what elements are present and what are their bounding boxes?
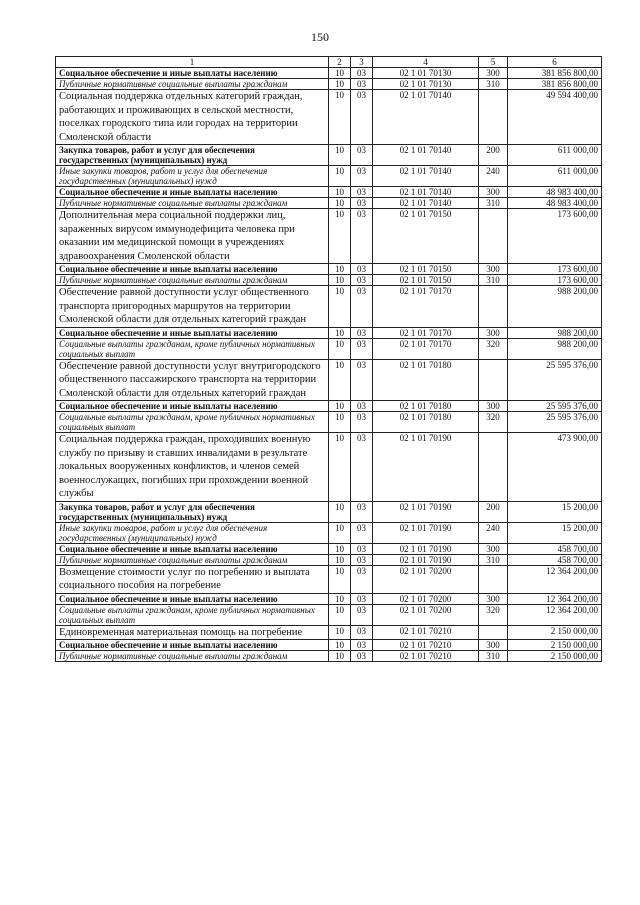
- row-name-cell: Социальные выплаты гражданам, кроме публичных нормативных социальных выплат: [56, 338, 329, 359]
- amount-cell: 173 600,00: [508, 264, 602, 275]
- target-code-cell: 02 1 01 70140: [373, 166, 479, 187]
- subsection-cell: 03: [351, 187, 373, 198]
- target-code-cell: 02 1 01 70180: [373, 359, 479, 401]
- target-code-cell: 02 1 01 70140: [373, 145, 479, 166]
- column-number-row: [56, 57, 602, 68]
- row-name-cell: Закупка товаров, работ и услуг для обеспечения государственных (муниципальных) нужд: [56, 145, 329, 166]
- expense-type-cell: 240: [479, 166, 508, 187]
- row-name-cell: Дополнительная мера социальной поддержки лиц, зараженных вирусом иммунодефицита человека при оказании им медицинской помощи в учреждениях здравоохранения Смоленской области: [56, 209, 329, 264]
- row-name-cell: Социальная поддержка граждан, проходивших военную службу по призыву и ставших инвалидами в результате локальных вооруженных конфликтов, и членов семей военнослужащих, погибших при прохождении военной службы: [56, 433, 329, 502]
- amount-cell: 458 700,00: [508, 543, 602, 554]
- row-name-cell: Публичные нормативные социальные выплаты гражданам: [56, 198, 329, 209]
- budget-table: [55, 56, 602, 662]
- target-code-cell: 02 1 01 70140: [373, 90, 479, 145]
- target-code-cell: 02 1 01 70200: [373, 593, 479, 604]
- subsection-cell: 03: [351, 625, 373, 640]
- table-row: [56, 359, 602, 401]
- section-cell: 10: [329, 327, 351, 338]
- expense-type-cell: 300: [479, 327, 508, 338]
- row-name-cell: Социальное обеспечение и иные выплаты населению: [56, 593, 329, 604]
- amount-cell: 2 150 000,00: [508, 640, 602, 651]
- expense-type-cell: [479, 90, 508, 145]
- section-cell: 10: [329, 79, 351, 90]
- row-name-cell: Социальное обеспечение и иные выплаты населению: [56, 68, 329, 79]
- column-header: 5: [479, 57, 508, 68]
- expense-type-cell: 300: [479, 401, 508, 412]
- target-code-cell: 02 1 01 70190: [373, 522, 479, 543]
- target-code-cell: 02 1 01 70190: [373, 543, 479, 554]
- table-row: [56, 554, 602, 565]
- section-cell: 10: [329, 543, 351, 554]
- column-header: 2: [329, 57, 351, 68]
- section-cell: 10: [329, 625, 351, 640]
- subsection-cell: 03: [351, 401, 373, 412]
- row-name-cell: Социальные выплаты гражданам, кроме публичных нормативных социальных выплат: [56, 412, 329, 433]
- expense-type-cell: [479, 625, 508, 640]
- amount-cell: 25 595 376,00: [508, 412, 602, 433]
- column-header: 4: [373, 57, 479, 68]
- table-row: [56, 543, 602, 554]
- table-row: [56, 401, 602, 412]
- expense-type-cell: 300: [479, 264, 508, 275]
- target-code-cell: 02 1 01 70200: [373, 604, 479, 625]
- target-code-cell: 02 1 01 70180: [373, 401, 479, 412]
- subsection-cell: 03: [351, 209, 373, 264]
- target-code-cell: 02 1 01 70210: [373, 625, 479, 640]
- subsection-cell: 03: [351, 68, 373, 79]
- section-cell: 10: [329, 604, 351, 625]
- subsection-cell: 03: [351, 198, 373, 209]
- column-header: 1: [56, 57, 329, 68]
- section-cell: 10: [329, 68, 351, 79]
- expense-type-cell: 310: [479, 275, 508, 286]
- subsection-cell: 03: [351, 286, 373, 328]
- subsection-cell: 03: [351, 166, 373, 187]
- row-name-cell: Возмещение стоимости услуг по погребению и выплата социального пособия на погребение: [56, 565, 329, 593]
- row-name-cell: Публичные нормативные социальные выплаты гражданам: [56, 275, 329, 286]
- table-row: [56, 412, 602, 433]
- subsection-cell: 03: [351, 327, 373, 338]
- amount-cell: 381 856 800,00: [508, 79, 602, 90]
- amount-cell: 2 150 000,00: [508, 651, 602, 662]
- subsection-cell: 03: [351, 522, 373, 543]
- section-cell: 10: [329, 198, 351, 209]
- subsection-cell: 03: [351, 264, 373, 275]
- row-name-cell: Социальное обеспечение и иные выплаты населению: [56, 401, 329, 412]
- expense-type-cell: [479, 433, 508, 502]
- table-row: [56, 327, 602, 338]
- table-row: [56, 187, 602, 198]
- subsection-cell: 03: [351, 359, 373, 401]
- table-row: [56, 640, 602, 651]
- row-name-cell: Иные закупки товаров, работ и услуг для обеспечения государственных (муниципальных) нужд: [56, 522, 329, 543]
- table-row: [56, 145, 602, 166]
- amount-cell: 48 983 400,00: [508, 187, 602, 198]
- target-code-cell: 02 1 01 70140: [373, 187, 479, 198]
- row-name-cell: Иные закупки товаров, работ и услуг для обеспечения государственных (муниципальных) нужд: [56, 166, 329, 187]
- table-row: [56, 275, 602, 286]
- row-name-cell: Социальное обеспечение и иные выплаты населению: [56, 543, 329, 554]
- amount-cell: 988 200,00: [508, 327, 602, 338]
- target-code-cell: 02 1 01 70190: [373, 433, 479, 502]
- target-code-cell: 02 1 01 70190: [373, 554, 479, 565]
- section-cell: 10: [329, 338, 351, 359]
- expense-type-cell: [479, 565, 508, 593]
- section-cell: 10: [329, 640, 351, 651]
- expense-type-cell: 310: [479, 79, 508, 90]
- section-cell: 10: [329, 433, 351, 502]
- subsection-cell: 03: [351, 501, 373, 522]
- amount-cell: 988 200,00: [508, 338, 602, 359]
- row-name-cell: Социальное обеспечение и иные выплаты населению: [56, 264, 329, 275]
- table-body: [56, 57, 602, 662]
- table-row: [56, 209, 602, 264]
- section-cell: 10: [329, 187, 351, 198]
- expense-type-cell: [479, 359, 508, 401]
- expense-type-cell: [479, 209, 508, 264]
- subsection-cell: 03: [351, 412, 373, 433]
- table-row: [56, 565, 602, 593]
- expense-type-cell: 320: [479, 412, 508, 433]
- section-cell: 10: [329, 359, 351, 401]
- section-cell: 10: [329, 145, 351, 166]
- section-cell: 10: [329, 412, 351, 433]
- amount-cell: 12 364 200,00: [508, 593, 602, 604]
- table-row: [56, 68, 602, 79]
- section-cell: 10: [329, 275, 351, 286]
- section-cell: 10: [329, 593, 351, 604]
- target-code-cell: 02 1 01 70210: [373, 640, 479, 651]
- amount-cell: 15 200,00: [508, 522, 602, 543]
- table-row: [56, 90, 602, 145]
- row-name-cell: Обеспечение равной доступности услуг внутригородского общественного пассажирского транспорта на территории Смоленской области для отдельных категорий граждан: [56, 359, 329, 401]
- expense-type-cell: 310: [479, 651, 508, 662]
- expense-type-cell: 300: [479, 187, 508, 198]
- row-name-cell: Социальное обеспечение и иные выплаты населению: [56, 640, 329, 651]
- subsection-cell: 03: [351, 651, 373, 662]
- table-row: [56, 198, 602, 209]
- subsection-cell: 03: [351, 433, 373, 502]
- expense-type-cell: 310: [479, 554, 508, 565]
- expense-type-cell: 320: [479, 604, 508, 625]
- section-cell: 10: [329, 90, 351, 145]
- amount-cell: 2 150 000,00: [508, 625, 602, 640]
- amount-cell: 458 700,00: [508, 554, 602, 565]
- section-cell: 10: [329, 501, 351, 522]
- subsection-cell: 03: [351, 604, 373, 625]
- section-cell: 10: [329, 286, 351, 328]
- section-cell: 10: [329, 264, 351, 275]
- section-cell: 10: [329, 209, 351, 264]
- expense-type-cell: [479, 286, 508, 328]
- expense-type-cell: 300: [479, 593, 508, 604]
- table-row: [56, 604, 602, 625]
- target-code-cell: 02 1 01 70130: [373, 68, 479, 79]
- page-number: 150: [311, 30, 329, 44]
- target-code-cell: 02 1 01 70210: [373, 651, 479, 662]
- column-header: 6: [508, 57, 602, 68]
- row-name-cell: Социальное обеспечение и иные выплаты населению: [56, 327, 329, 338]
- row-name-cell: Закупка товаров, работ и услуг для обеспечения государственных (муниципальных) нужд: [56, 501, 329, 522]
- amount-cell: 611 000,00: [508, 166, 602, 187]
- subsection-cell: 03: [351, 640, 373, 651]
- target-code-cell: 02 1 01 70170: [373, 338, 479, 359]
- expense-type-cell: 300: [479, 543, 508, 554]
- target-code-cell: 02 1 01 70150: [373, 264, 479, 275]
- amount-cell: 173 600,00: [508, 275, 602, 286]
- table-row: [56, 338, 602, 359]
- section-cell: 10: [329, 522, 351, 543]
- table-row: [56, 522, 602, 543]
- amount-cell: 25 595 376,00: [508, 401, 602, 412]
- table-row: [56, 433, 602, 502]
- table-row: [56, 264, 602, 275]
- subsection-cell: 03: [351, 593, 373, 604]
- subsection-cell: 03: [351, 275, 373, 286]
- column-header: 3: [351, 57, 373, 68]
- target-code-cell: 02 1 01 70170: [373, 327, 479, 338]
- amount-cell: 48 983 400,00: [508, 198, 602, 209]
- table-row: [56, 625, 602, 640]
- target-code-cell: 02 1 01 70130: [373, 79, 479, 90]
- row-name-cell: Единовременная материальная помощь на погребение: [56, 625, 329, 640]
- target-code-cell: 02 1 01 70170: [373, 286, 479, 328]
- target-code-cell: 02 1 01 70150: [373, 275, 479, 286]
- expense-type-cell: 240: [479, 522, 508, 543]
- row-name-cell: Социальное обеспечение и иные выплаты населению: [56, 187, 329, 198]
- table-row: [56, 651, 602, 662]
- amount-cell: 12 364 200,00: [508, 565, 602, 593]
- table-row: [56, 501, 602, 522]
- subsection-cell: 03: [351, 79, 373, 90]
- amount-cell: 25 595 376,00: [508, 359, 602, 401]
- row-name-cell: Обеспечение равной доступности услуг общественного транспорта пригородных маршрутов на территории Смоленской области для отдельных категорий граждан: [56, 286, 329, 328]
- subsection-cell: 03: [351, 543, 373, 554]
- section-cell: 10: [329, 565, 351, 593]
- amount-cell: 988 200,00: [508, 286, 602, 328]
- table-row: [56, 166, 602, 187]
- target-code-cell: 02 1 01 70150: [373, 209, 479, 264]
- section-cell: 10: [329, 554, 351, 565]
- table-row: [56, 593, 602, 604]
- amount-cell: 473 900,00: [508, 433, 602, 502]
- target-code-cell: 02 1 01 70180: [373, 412, 479, 433]
- row-name-cell: Публичные нормативные социальные выплаты гражданам: [56, 79, 329, 90]
- expense-type-cell: 200: [479, 145, 508, 166]
- table-row: [56, 286, 602, 328]
- expense-type-cell: 300: [479, 68, 508, 79]
- expense-type-cell: 320: [479, 338, 508, 359]
- amount-cell: 381 856 800,00: [508, 68, 602, 79]
- expense-type-cell: 200: [479, 501, 508, 522]
- amount-cell: 49 594 400,00: [508, 90, 602, 145]
- expense-type-cell: 300: [479, 640, 508, 651]
- subsection-cell: 03: [351, 338, 373, 359]
- amount-cell: 15 200,00: [508, 501, 602, 522]
- target-code-cell: 02 1 01 70190: [373, 501, 479, 522]
- row-name-cell: Публичные нормативные социальные выплаты гражданам: [56, 554, 329, 565]
- row-name-cell: Социальная поддержка отдельных категорий граждан, работающих и проживающих в сельской местности, поселках городского типа или городах на территории Смоленской области: [56, 90, 329, 145]
- section-cell: 10: [329, 401, 351, 412]
- subsection-cell: 03: [351, 145, 373, 166]
- section-cell: 10: [329, 166, 351, 187]
- amount-cell: 173 600,00: [508, 209, 602, 264]
- amount-cell: 611 000,00: [508, 145, 602, 166]
- target-code-cell: 02 1 01 70200: [373, 565, 479, 593]
- subsection-cell: 03: [351, 90, 373, 145]
- subsection-cell: 03: [351, 554, 373, 565]
- amount-cell: 12 364 200,00: [508, 604, 602, 625]
- target-code-cell: 02 1 01 70140: [373, 198, 479, 209]
- section-cell: 10: [329, 651, 351, 662]
- subsection-cell: 03: [351, 565, 373, 593]
- table-row: [56, 79, 602, 90]
- row-name-cell: Социальные выплаты гражданам, кроме публичных нормативных социальных выплат: [56, 604, 329, 625]
- row-name-cell: Публичные нормативные социальные выплаты гражданам: [56, 651, 329, 662]
- expense-type-cell: 310: [479, 198, 508, 209]
